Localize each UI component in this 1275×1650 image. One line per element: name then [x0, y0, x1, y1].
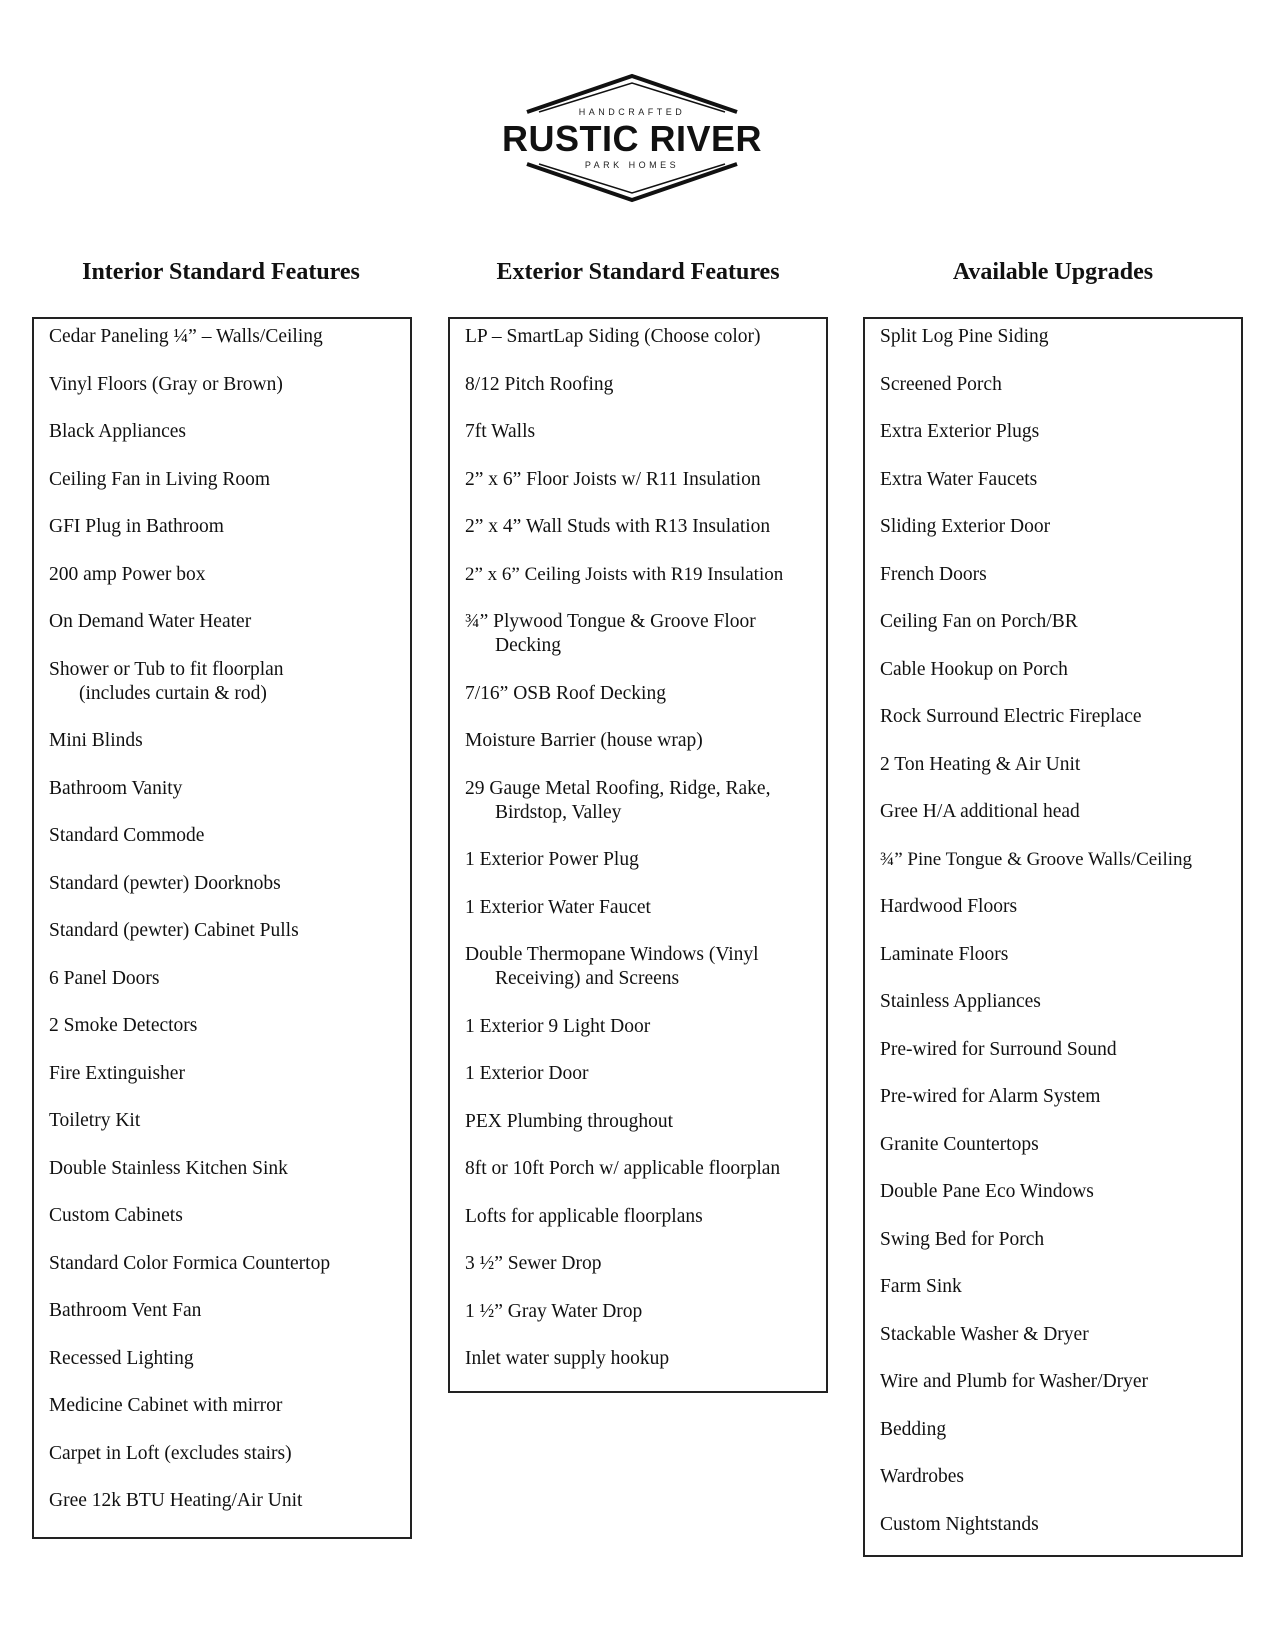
interior-features-list — [49, 325, 400, 1513]
interior-feature-item: Custom Cabinets — [49, 1205, 183, 1226]
upgrade-item: Stackable Washer & Dryer — [880, 1323, 1089, 1345]
interior-feature-item: Fire Extinguisher — [49, 1062, 185, 1084]
exterior-feature-item: 1 Exterior Door — [465, 1063, 589, 1084]
exterior-feature-item: 8/12 Pitch Roofing — [465, 373, 614, 395]
interior-feature-item: On Demand Water Heater — [49, 611, 252, 632]
upgrade-item: Cable Hookup on Porch — [880, 658, 1068, 680]
interior-feature-item: Standard (pewter) Cabinet Pulls — [49, 920, 299, 941]
available-upgrades-heading: Available Upgrades — [952, 259, 1154, 285]
upgrade-item: Swing Bed for Porch — [880, 1228, 1045, 1250]
interior-feature-item: Standard Color Formica Countertop — [49, 1252, 331, 1274]
interior-feature-item: 2 Smoke Detectors — [49, 1015, 198, 1036]
exterior-feature-item: 29 Gauge Metal Roofing, Ridge, Rake, Birdstop, Valley — [465, 777, 771, 823]
interior-feature-item: Standard (pewter) Doorknobs — [49, 872, 281, 894]
exterior-feature-item: 1 Exterior 9 Light Door — [465, 1015, 651, 1037]
exterior-feature-item: Lofts for applicable floorplans — [465, 1205, 703, 1227]
interior-feature-item: GFI Plug in Bathroom — [49, 516, 224, 537]
available-upgrades-list — [880, 325, 1231, 1537]
upgrade-item: Gree H/A additional head — [880, 801, 1080, 822]
upgrade-item: Pre-wired for Surround Sound — [880, 1038, 1117, 1060]
upgrade-item: Farm Sink — [880, 1276, 962, 1297]
logo-subline: PARK HOMES — [584, 160, 680, 170]
interior-feature-item: 6 Panel Doors — [49, 967, 160, 989]
exterior-feature-item: PEX Plumbing throughout — [465, 1110, 674, 1132]
exterior-feature-item: 1 Exterior Water Faucet — [465, 896, 651, 918]
interior-feature-item: Toiletry Kit — [49, 1110, 141, 1131]
interior-feature-item: Gree 12k BTU Heating/Air Unit — [49, 1490, 303, 1511]
logo-tagline: HANDCRAFTED — [578, 107, 686, 117]
interior-feature-item: Standard Commode — [49, 825, 205, 846]
available-upgrades-box — [863, 317, 1243, 1557]
exterior-feature-item: LP – SmartLap Siding (Choose color) — [465, 326, 761, 347]
upgrade-item: Stainless Appliances — [880, 991, 1041, 1012]
upgrade-item: Double Pane Eco Windows — [880, 1181, 1094, 1202]
interior-feature-item: Shower or Tub to fit floorplan (includes curtain & rod) — [49, 658, 284, 704]
upgrade-item: Extra Exterior Plugs — [880, 421, 1040, 442]
exterior-feature-item: 3 ½” Sewer Drop — [465, 1253, 602, 1274]
exterior-feature-item: ¾” Plywood Tongue & Groove Floor Decking — [465, 611, 756, 656]
exterior-feature-item: 7ft Walls — [465, 421, 536, 442]
exterior-features-box — [448, 317, 828, 1393]
interior-feature-item: Recessed Lighting — [49, 1347, 194, 1369]
interior-feature-item: Cedar Paneling ¼” – Walls/Ceiling — [49, 326, 323, 347]
brand-logo — [497, 72, 767, 204]
upgrade-item: Sliding Exterior Door — [880, 516, 1051, 537]
upgrade-item: Pre-wired for Alarm System — [880, 1086, 1101, 1107]
upgrade-item: ¾” Pine Tongue & Groove Walls/Ceiling — [880, 848, 1193, 870]
upgrade-item: Granite Countertops — [880, 1133, 1039, 1155]
interior-feature-item: Double Stainless Kitchen Sink — [49, 1157, 288, 1179]
exterior-feature-item: 1 Exterior Power Plug — [465, 849, 639, 870]
exterior-feature-item: 8ft or 10ft Porch w/ applicable floorplan — [465, 1158, 781, 1179]
upgrade-item: 2 Ton Heating & Air Unit — [880, 753, 1081, 775]
interior-feature-item: Medicine Cabinet with mirror — [49, 1395, 283, 1416]
interior-feature-item: Mini Blinds — [49, 730, 143, 751]
upgrade-item: Split Log Pine Siding — [880, 326, 1049, 347]
exterior-feature-item: Double Thermopane Windows (Vinyl Receiving) and Screens — [465, 944, 759, 989]
interior-feature-item: 200 amp Power box — [49, 563, 206, 585]
interior-features-heading: Interior Standard Features — [82, 259, 360, 285]
upgrade-item: Extra Water Faucets — [880, 468, 1038, 490]
interior-feature-item: Bathroom Vanity — [49, 777, 183, 799]
upgrade-item: Hardwood Floors — [880, 896, 1018, 917]
upgrade-item: Custom Nightstands — [880, 1513, 1039, 1535]
logo-name: RUSTIC RIVER — [501, 118, 763, 159]
upgrade-item: French Doors — [880, 563, 987, 585]
exterior-features-list — [465, 325, 816, 1371]
exterior-feature-item: Moisture Barrier (house wrap) — [465, 730, 703, 751]
upgrade-item: Wire and Plumb for Washer/Dryer — [880, 1371, 1149, 1392]
exterior-feature-item: 2” x 4” Wall Studs with R13 Insulation — [465, 516, 771, 537]
interior-features-box — [32, 317, 412, 1539]
upgrade-item: Rock Surround Electric Fireplace — [880, 706, 1142, 727]
exterior-features-heading: Exterior Standard Features — [496, 259, 780, 285]
interior-feature-item: Black Appliances — [49, 421, 187, 442]
upgrade-item: Laminate Floors — [880, 943, 1009, 965]
upgrade-item: Screened Porch — [880, 373, 1002, 395]
exterior-feature-item: 1 ½” Gray Water Drop — [465, 1300, 643, 1322]
upgrade-item: Bedding — [880, 1418, 947, 1440]
interior-feature-item: Carpet in Loft (excludes stairs) — [49, 1442, 292, 1464]
interior-feature-item: Vinyl Floors (Gray or Brown) — [49, 373, 283, 395]
exterior-feature-item: Inlet water supply hookup — [465, 1348, 670, 1369]
upgrade-item: Wardrobes — [880, 1466, 964, 1487]
interior-feature-item: Bathroom Vent Fan — [49, 1300, 202, 1321]
exterior-feature-item: 2” x 6” Ceiling Joists with R19 Insulation — [465, 563, 784, 585]
upgrade-item: Ceiling Fan on Porch/BR — [880, 611, 1078, 632]
exterior-feature-item: 7/16” OSB Roof Decking — [465, 682, 666, 704]
interior-feature-item: Ceiling Fan in Living Room — [49, 468, 271, 490]
exterior-feature-item: 2” x 6” Floor Joists w/ R11 Insulation — [465, 468, 761, 490]
